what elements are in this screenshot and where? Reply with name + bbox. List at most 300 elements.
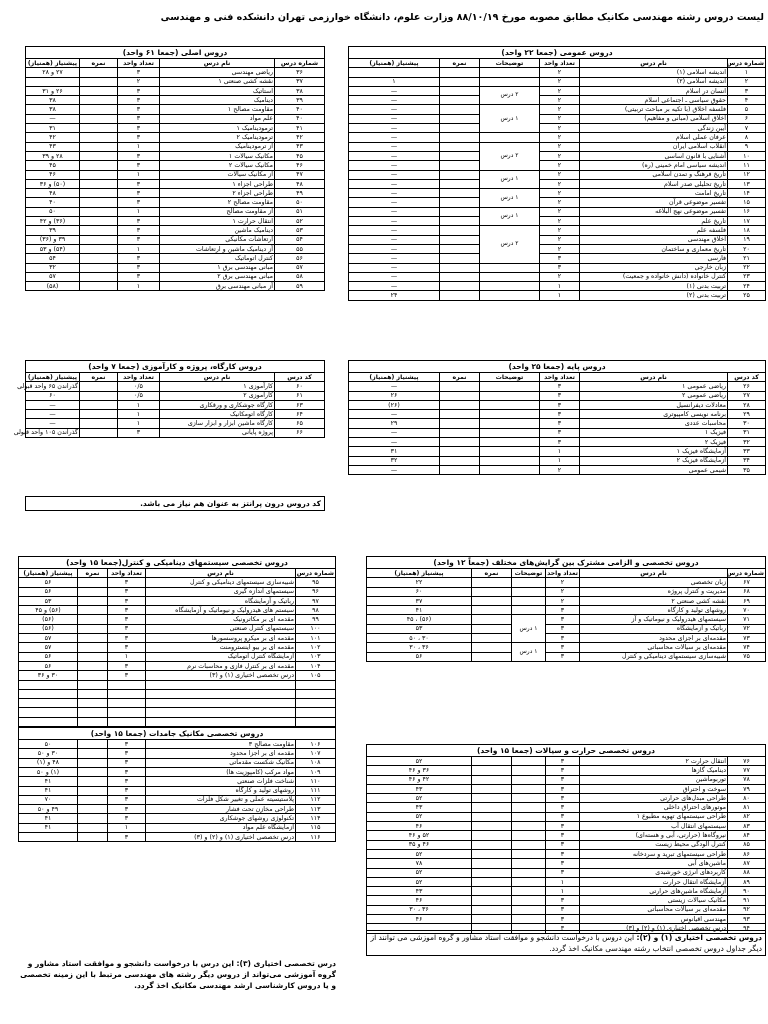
table-cell: مکانیک سیالات ۲ <box>160 161 275 170</box>
table-cell: — <box>349 114 440 123</box>
table-cell: ۱۰۰ <box>296 624 336 633</box>
table-row <box>367 624 766 633</box>
table-cell: ۳ <box>546 606 580 615</box>
table-cell: ۹۲ <box>728 905 766 914</box>
table-cell <box>80 217 118 226</box>
table-row <box>26 410 325 419</box>
table-cell: ۴۱ <box>19 823 78 832</box>
table-cell: ۵۰ <box>275 198 325 207</box>
table-row <box>26 226 325 235</box>
table-cell: ۳۹ <box>275 96 325 105</box>
table-cell: ۱ <box>118 419 160 428</box>
group-note: ۱ درس <box>480 189 540 208</box>
table-cell: ۹۴ <box>728 924 766 933</box>
table-cell <box>472 784 512 793</box>
table-cell: ۵۷ <box>19 634 78 643</box>
table-cell <box>512 915 546 924</box>
table-cell: — <box>349 189 440 198</box>
table-cell <box>349 68 440 77</box>
table-cell: ۷۰ <box>728 606 766 615</box>
table-cell: ۵۲ <box>367 794 472 803</box>
table-cell: ۱۱۵ <box>296 823 336 832</box>
table-row <box>367 849 766 858</box>
table-row <box>26 428 325 437</box>
table-cell <box>440 68 480 77</box>
table-cell: ۱ <box>540 282 580 291</box>
table-row <box>26 161 325 170</box>
dynamics-control-table <box>18 556 336 842</box>
table-cell: ریاضی عمومی ۱ <box>580 382 728 391</box>
table-cell <box>480 447 540 456</box>
table-cell: آز دینامیک ماشین و ارتعاشات <box>160 244 275 253</box>
table-cell <box>78 643 108 652</box>
table-cell <box>78 795 108 804</box>
table-cell <box>80 391 118 400</box>
table-row <box>349 226 766 235</box>
table-cell <box>440 282 480 291</box>
table-cell: ۸۳ <box>728 822 766 831</box>
table-cell <box>472 887 512 896</box>
table-header: شماره درس نام درس تعداد واحد توضیحات نمره پیشنیاز (همنیاز) <box>367 569 766 578</box>
table-row <box>349 272 766 281</box>
table-row <box>349 235 766 244</box>
table-cell <box>80 179 118 188</box>
table-cell: سیستم های هیدرولیک و نیوماتیک و آزمایشگاه <box>146 606 296 615</box>
table-cell: ۵۲ <box>367 812 472 821</box>
table-cell: ۱ <box>118 142 160 151</box>
table-cell <box>512 596 546 605</box>
table-cell: ۷۲ <box>728 624 766 633</box>
table-cell: ۳ <box>108 596 146 605</box>
table-cell: (۱) و ۵۰ <box>19 767 78 776</box>
table-cell: تاریخ معماری و ساختمان <box>580 244 728 253</box>
table-row <box>26 198 325 207</box>
table-cell <box>440 263 480 272</box>
empty-row <box>19 717 336 726</box>
table-cell: ۳ <box>540 419 580 428</box>
table-cell: ۴۶ <box>275 161 325 170</box>
table-row <box>367 905 766 914</box>
table-cell <box>512 587 546 596</box>
table-cell: طراحی مخازن تحت فشار <box>146 805 296 814</box>
table-cell: ۴۸ <box>275 179 325 188</box>
table-cell: ۱۸ <box>728 226 766 235</box>
table-row <box>26 77 325 86</box>
table-row <box>349 133 766 142</box>
table-cell: (۵۶) و ۴۵ <box>19 606 78 615</box>
table-cell <box>440 272 480 281</box>
table-cell <box>80 142 118 151</box>
table-row <box>349 77 766 86</box>
empty-row <box>19 708 336 717</box>
table-cell: کارآموزی ۱ <box>160 382 275 391</box>
table-cell: ۳ <box>540 428 580 437</box>
table-cell: ۵۲ <box>367 849 472 858</box>
table-cell: ۳ <box>118 235 160 244</box>
table-cell: ۲۸ و ۳۹ <box>26 151 80 160</box>
table-row <box>349 142 766 151</box>
table-cell: کارگاه اتومکانیک <box>160 410 275 419</box>
table-cell <box>512 877 546 886</box>
table-cell <box>80 244 118 253</box>
table-cell: ۳۹ <box>26 226 80 235</box>
table-cell: سیستمهای اندازه گیری <box>146 587 296 596</box>
table-row <box>26 382 325 391</box>
table-cell: ۳۸ <box>26 96 80 105</box>
table-cell <box>512 757 546 766</box>
main-courses-table <box>25 46 325 291</box>
table-cell: ۱ <box>118 400 160 409</box>
table-cell: ۶۷ <box>728 578 766 587</box>
table-row <box>367 840 766 849</box>
table-cell: ۲ <box>540 142 580 151</box>
table-cell: سیستمهای انتقال آب <box>580 822 728 831</box>
table-cell: ۴۵ <box>26 161 80 170</box>
table-cell: ۲ <box>540 189 580 198</box>
table-cell <box>472 905 512 914</box>
table-row <box>26 419 325 428</box>
table-row <box>349 419 766 428</box>
table-row <box>26 133 325 142</box>
table-cell <box>440 410 480 419</box>
table-cell: ۳ <box>108 634 146 643</box>
elective-1-2-note: دروس تخصصی اختیاری (۱) و (۲): این دروس با درخواست دانشجو و موافقت استاد مشاور و گروه آموزشی می توانند از دیگر جداول دروس تخصصی انتخاب رشته مهندسی مکانیک اخذ گردد. <box>366 930 766 956</box>
workshop-courses-title: دروس کارگاه، پروژه و کارآموزی (جمعا ۷ واحد) <box>25 360 325 372</box>
table-row <box>26 254 325 263</box>
table-cell: ۳ <box>546 859 580 868</box>
table-cell <box>80 207 118 216</box>
table-cell: طراحی اجزاء ۱ <box>160 179 275 188</box>
table-cell: مقدمه‌ای بر سیالات محاسباتی <box>580 905 728 914</box>
table-header: شماره درس نام درس تعداد واحد نمره پیشنیاز (همنیاز) <box>26 59 325 68</box>
table-cell: اندیشه سیاسی امام خمینی (ره) <box>580 161 728 170</box>
table-cell: ۳ <box>546 652 580 661</box>
table-cell: ۳ <box>546 831 580 840</box>
table-cell: — <box>349 86 440 95</box>
table-cell <box>472 877 512 886</box>
table-row <box>349 291 766 300</box>
table-cell <box>78 624 108 633</box>
table-row <box>349 282 766 291</box>
table-cell <box>440 438 480 447</box>
group-note: ۱ درس <box>480 207 540 226</box>
table-cell <box>80 96 118 105</box>
table-row <box>26 142 325 151</box>
table-cell: — <box>26 400 80 409</box>
table-cell: مقاومت مصالح ۲ <box>160 198 275 207</box>
table-cell <box>472 766 512 775</box>
table-cell: ۳ <box>108 606 146 615</box>
table-cell: معادلات دیفرانسیل <box>580 400 728 409</box>
table-cell: درس تخصصی اختیاری (۱) و (۲) و (۳) <box>580 924 728 933</box>
table-cell: انتقال حرارت ۱ <box>160 217 275 226</box>
table-cell: مقدمه ای بر میکرو پروسسورها <box>146 634 296 643</box>
table-cell: سیستمهای هیدرولیک و نیوماتیک و آز <box>580 615 728 624</box>
table-row <box>367 775 766 784</box>
table-cell <box>512 849 546 858</box>
table-row <box>349 96 766 105</box>
table-cell: ۳ <box>546 775 580 784</box>
table-cell <box>512 606 546 615</box>
table-cell <box>440 170 480 179</box>
table-row <box>367 896 766 905</box>
table-cell: ۲۴ <box>728 282 766 291</box>
table-cell: ۱۱۶ <box>296 833 336 842</box>
table-cell: ۱۰۲ <box>296 643 336 652</box>
table-cell: اندیشه اسلامی (۲) <box>580 77 728 86</box>
table-cell: ۳۶ ، ۳۰ <box>367 643 472 652</box>
table-cell: آز مقاومت مصالح <box>160 207 275 216</box>
table-cell <box>472 831 512 840</box>
table-cell: (۵۶) <box>19 624 78 633</box>
table-cell <box>80 124 118 133</box>
table-cell: تربیت بدنی (۲) <box>580 291 728 300</box>
table-cell: دینامیک ماشین <box>160 226 275 235</box>
table-cell: ۶۶ <box>275 428 325 437</box>
table-cell: — <box>349 207 440 216</box>
table-cell <box>440 133 480 142</box>
table-cell: سوخت و احتراق <box>580 784 728 793</box>
table-cell <box>78 652 108 661</box>
table-cell <box>472 859 512 868</box>
group-note: ۲ درس <box>480 142 540 170</box>
table-cell: ماشین‌های آبی <box>580 859 728 868</box>
table-cell: فارسی <box>580 254 728 263</box>
table-cell <box>480 438 540 447</box>
table-cell: ۳ <box>546 868 580 877</box>
table-row <box>19 615 336 624</box>
table-cell: ۵۶ <box>19 661 78 670</box>
solid-mechanics-title: دروس تخصصی مکانیک جامدات (جمعا ۱۵ واحد) <box>18 727 336 739</box>
group-note: ۱ درس <box>512 615 546 643</box>
table-row <box>367 606 766 615</box>
table-row <box>349 465 766 474</box>
table-cell: ۸۴ <box>728 831 766 840</box>
table-cell <box>80 428 118 437</box>
table-row <box>19 833 336 842</box>
table-cell: ۳ <box>546 803 580 812</box>
table-cell: — <box>349 170 440 179</box>
table-cell: شبیه‌سازی سیستمهای دینامیکی و کنترل <box>146 578 296 587</box>
table-cell: ۴۹ <box>275 189 325 198</box>
table-cell: ۳ <box>546 784 580 793</box>
table-cell: ۹۸ <box>296 606 336 615</box>
table-cell <box>472 615 512 624</box>
table-cell: ۲ <box>540 86 580 95</box>
table-cell: (۵۶) ، ۴۵ <box>367 615 472 624</box>
elective-3-note: درس تخصصی اختیاری (۳): این درس با درخواست دانشجو و موافقت استاد مشاور و گروه آموزشی می‌تواند از دروس دیگر رشته های مهندسی مرتبط با این زمینه تخصصی و یا دروس کارشناسی ارشد مهندسی مکانیک اخذ گردد. <box>20 959 336 990</box>
table-cell: ۳ <box>546 624 580 633</box>
table-cell: — <box>349 142 440 151</box>
table-cell: ۶۱ <box>275 391 325 400</box>
general-courses-title: دروس عمومی (جمعا ۲۲ واحد) <box>348 46 766 58</box>
table-cell: ۱۱ <box>728 161 766 170</box>
table-cell: ۸۹ <box>728 877 766 886</box>
table-cell <box>440 382 480 391</box>
table-row <box>19 578 336 587</box>
table-row <box>19 758 336 767</box>
table-cell <box>472 624 512 633</box>
table-cell: ۵۵ <box>275 244 325 253</box>
table-cell: ۴۸ و (۱) <box>19 758 78 767</box>
table-row <box>367 794 766 803</box>
table-row <box>349 456 766 465</box>
table-cell: ۴۳ <box>26 142 80 151</box>
table-cell <box>80 161 118 170</box>
table-cell <box>78 823 108 832</box>
table-cell <box>80 263 118 272</box>
table-cell: ۲ <box>540 105 580 114</box>
table-cell: ۱۰۵ <box>296 671 336 680</box>
table-cell <box>440 254 480 263</box>
table-cell: ۷۸ <box>728 775 766 784</box>
table-cell: ۵۴ <box>275 235 325 244</box>
table-cell: ۳۷ <box>275 77 325 86</box>
table-cell: ۱ <box>108 652 146 661</box>
table-cell <box>512 868 546 877</box>
table-cell: سیستمهای کنترل صنعتی <box>146 624 296 633</box>
table-cell: ۳ <box>118 161 160 170</box>
table-row <box>26 114 325 123</box>
table-cell: ۳ <box>108 749 146 758</box>
table-cell: ۱۰۹ <box>296 767 336 776</box>
table-cell: ۲ <box>540 151 580 160</box>
table-cell: فیزیک ۲ <box>580 438 728 447</box>
table-cell: تاریخ امامت <box>580 189 728 198</box>
group-note: ۲ درس <box>480 226 540 263</box>
table-cell: ۲ <box>540 77 580 86</box>
table-row <box>367 643 766 652</box>
table-cell: ۲۸ <box>728 400 766 409</box>
table-cell: ۵۶ <box>19 587 78 596</box>
table-cell <box>472 578 512 587</box>
table-cell <box>512 784 546 793</box>
table-cell <box>440 105 480 114</box>
table-cell: ۳ <box>108 578 146 587</box>
table-cell: ۲۹ <box>728 410 766 419</box>
table-cell: ۵۲ <box>367 757 472 766</box>
table-cell: ۱۰۷ <box>296 749 336 758</box>
table-cell: آزمایشگاه ماشین‌های حرارتی <box>580 887 728 896</box>
table-cell: ۹۳ <box>728 915 766 924</box>
table-cell: ۳ <box>108 624 146 633</box>
table-row <box>26 151 325 160</box>
table-cell: آزمایشگاه فیزیک ۱ <box>580 447 728 456</box>
table-row <box>19 767 336 776</box>
table-cell <box>480 419 540 428</box>
table-cell: تاریخ فرهنگ و تمدن اسلامی <box>580 170 728 179</box>
table-row <box>19 624 336 633</box>
table-cell: تفسیر موضوعی قرآن <box>580 198 728 207</box>
table-cell <box>78 606 108 615</box>
table-cell <box>512 859 546 868</box>
table-cell: مهندسی اقیانوس <box>580 915 728 924</box>
table-cell: ۳۰ و ۵۰ <box>19 749 78 758</box>
workshop-courses-table <box>13 360 325 438</box>
table-cell <box>480 400 540 409</box>
table-cell <box>78 758 108 767</box>
table-cell: ۲ <box>118 77 160 86</box>
table-cell: ۳ <box>108 795 146 804</box>
table-row <box>19 814 336 823</box>
thermal-fluids-title: دروس تخصصی حرارت و سیالات (جمعا ۱۵ واحد) <box>366 744 766 756</box>
table-row <box>367 615 766 624</box>
table-cell: ۳ <box>546 840 580 849</box>
table-cell: ۵۲ <box>275 217 325 226</box>
table-cell <box>440 86 480 95</box>
table-cell: ۳ <box>108 805 146 814</box>
table-cell: ۳ <box>108 740 146 749</box>
table-cell <box>19 833 78 842</box>
table-cell <box>440 151 480 160</box>
main-courses-title: دروس اصلی (جمعا ۶۱ واحد) <box>25 46 325 58</box>
table-cell: ۵۶ <box>19 578 78 587</box>
table-cell: ۵۶ <box>19 652 78 661</box>
table-cell <box>512 803 546 812</box>
table-cell: ۳ <box>540 391 580 400</box>
table-cell: نیروگاه‌ها (حرارتی، آبی و هسته‌ای) <box>580 831 728 840</box>
table-row <box>26 179 325 188</box>
table-cell: ۴۰ <box>275 105 325 114</box>
table-cell <box>440 179 480 188</box>
table-row <box>367 812 766 821</box>
table-row <box>26 282 325 291</box>
table-row <box>19 643 336 652</box>
table-cell: آز ترمودینامیک <box>160 142 275 151</box>
table-cell: عرفان عملی اسلام <box>580 133 728 142</box>
corequisite-note: کد دروس درون پرانتز به عنوان هم نیاز می باشد. <box>25 496 325 511</box>
table-row <box>19 671 336 680</box>
table-cell: موتورهای احتراق داخلی <box>580 803 728 812</box>
table-cell <box>512 766 546 775</box>
table-cell: مقاومت مصالح ۳ <box>146 740 296 749</box>
table-cell: مقدمه‌ای بر اجزای محدود <box>580 634 728 643</box>
table-cell: طراحی سیستمهای تهویه مطبوع ۱ <box>580 812 728 821</box>
table-cell: ۲ <box>540 170 580 179</box>
table-cell: (۵۰) و ۳۶ <box>26 179 80 188</box>
table-row <box>349 86 766 95</box>
table-cell: ۲ <box>540 124 580 133</box>
table-cell: ۶۳ <box>275 400 325 409</box>
table-cell: ۳ <box>118 86 160 95</box>
table-cell <box>440 142 480 151</box>
table-cell: ۲ <box>546 596 580 605</box>
table-cell: ۴۳ <box>367 784 472 793</box>
table-cell <box>472 896 512 905</box>
table-cell: ۸۷ <box>728 859 766 868</box>
table-row <box>349 198 766 207</box>
basic-courses-table <box>348 360 766 475</box>
table-cell: گذراندن ۶۵ واحد قبولی <box>17 382 78 390</box>
table-cell: ۲ <box>540 198 580 207</box>
table-row <box>349 151 766 160</box>
table-cell: ۳ <box>118 428 160 437</box>
table-cell <box>80 272 118 281</box>
table-row <box>367 578 766 587</box>
table-cell: ۳ <box>546 849 580 858</box>
table-cell: روشهای تولید و کارگاه <box>146 786 296 795</box>
table-cell: ۲ <box>540 179 580 188</box>
table-cell: حقوق سیاسی ـ اجتماعی اسلام <box>580 96 728 105</box>
table-cell: اخلاق اسلامی (مبانی و مفاهیم) <box>580 114 728 123</box>
table-cell: اخلاق مهندسی <box>580 235 728 244</box>
table-cell: علم مواد <box>160 114 275 123</box>
table-cell: ۳ <box>108 786 146 795</box>
table-cell: ۲۶ و ۳۱ <box>26 86 80 95</box>
table-row <box>26 124 325 133</box>
table-cell: ۳ <box>108 758 146 767</box>
table-cell: — <box>26 410 80 419</box>
